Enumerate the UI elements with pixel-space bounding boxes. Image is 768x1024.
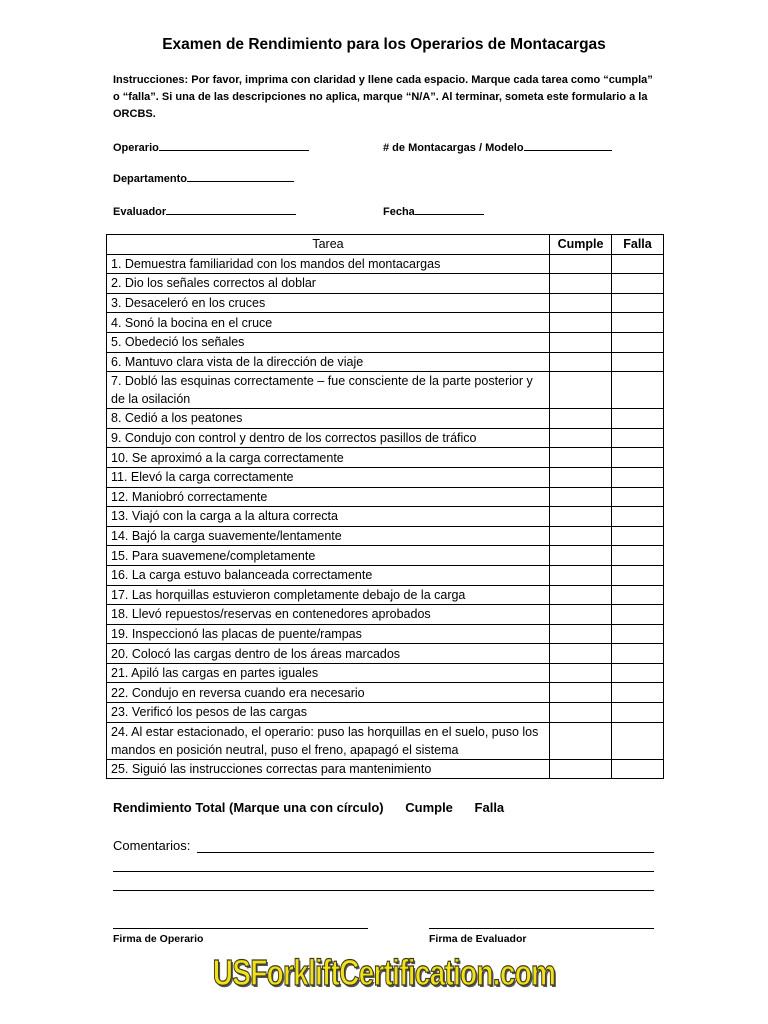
comments-line-2[interactable] [113,871,654,872]
falla-cell[interactable] [612,409,664,429]
table-row [107,274,664,294]
task-description: 8. Cedió a los peatones [107,409,550,429]
cumple-cell[interactable] [550,759,612,779]
cumple-cell[interactable] [550,546,612,566]
tasks-table [106,234,664,779]
falla-cell[interactable] [612,624,664,644]
cumple-cell[interactable] [550,526,612,546]
cumple-cell[interactable] [550,313,612,333]
table-row [107,372,664,409]
task-description: 15. Para suavemene/completamente [107,546,550,566]
form-title: Examen de Rendimiento para los Operarios de Montacargas [162,36,606,53]
falla-cell[interactable] [612,526,664,546]
task-description: 19. Inspeccionó las placas de puente/rampas [107,624,550,644]
task-description: 6. Mantuvo clara vista de la dirección de viaje [107,352,550,372]
table-row [107,546,664,566]
cumple-cell[interactable] [550,703,612,723]
falla-cell[interactable] [612,254,664,274]
cumple-cell[interactable] [550,565,612,585]
evaluador-label: Evaluador [113,206,167,218]
cumple-cell[interactable] [550,332,612,352]
table-row [107,409,664,429]
table-row [107,683,664,703]
fecha-label: Fecha [383,206,415,218]
falla-cell[interactable] [612,507,664,527]
table-row [107,722,664,759]
task-description: 3. Desaceleró en los cruces [107,293,550,313]
falla-cell[interactable] [612,428,664,448]
task-description: 10. Se aproximó a la carga correctamente [107,448,550,468]
cumple-cell[interactable] [550,293,612,313]
falla-cell[interactable] [612,759,664,779]
task-description: 4. Sonó la bocina en el cruce [107,313,550,333]
task-description: 13. Viajó con la carga a la altura correcta [107,507,550,527]
cumple-cell[interactable] [550,663,612,683]
cumple-cell[interactable] [550,585,612,605]
falla-cell[interactable] [612,565,664,585]
cumple-cell[interactable] [550,644,612,664]
cumple-cell[interactable] [550,467,612,487]
task-description: 23. Verificó los pesos de las cargas [107,703,550,723]
falla-cell[interactable] [612,313,664,333]
task-description: 25. Siguió las instrucciones correctas para mantenimiento [107,759,550,779]
cumple-cell[interactable] [550,507,612,527]
task-description: 18. Llevó repuestos/reservas en contenedores aprobados [107,605,550,625]
table-header-row [107,235,664,255]
table-row [107,293,664,313]
table-row [107,428,664,448]
falla-cell[interactable] [612,605,664,625]
table-row [107,644,664,664]
operario-signature-label: Firma de Operario [113,933,204,945]
task-description: 20. Colocó las cargas dentro de los áreas marcados [107,644,550,664]
table-row [107,313,664,333]
falla-cell[interactable] [612,467,664,487]
falla-cell[interactable] [612,352,664,372]
falla-cell[interactable] [612,448,664,468]
task-description: 2. Dio los señales correctos al doblar [107,274,550,294]
evaluador-signature-label: Firma de Evaluador [429,933,527,945]
falla-cell[interactable] [612,546,664,566]
cumple-cell[interactable] [550,487,612,507]
cumple-cell[interactable] [550,372,612,409]
task-description: 17. Las horquillas estuvieron completamente debajo de la carga [107,585,550,605]
table-row [107,467,664,487]
montacargas-field[interactable] [383,139,612,154]
task-description: 12. Maniobró correctamente [107,487,550,507]
total-cumple-option[interactable]: Cumple [405,800,453,815]
fecha-field[interactable] [383,203,484,218]
falla-cell[interactable] [612,585,664,605]
table-row [107,487,664,507]
table-row [107,605,664,625]
site-logo: USForkliftCertification.com [212,952,556,993]
operario-signature-line[interactable] [113,928,368,929]
cumple-cell[interactable] [550,722,612,759]
montacargas-label: # de Montacargas / Modelo [383,142,524,154]
header-falla: Falla [612,235,664,255]
falla-cell[interactable] [612,644,664,664]
table-row [107,507,664,527]
departamento-label: Departamento [113,173,187,185]
task-description: 22. Condujo en reversa cuando era necesario [107,683,550,703]
evaluador-signature-line[interactable] [429,928,654,929]
falla-cell[interactable] [612,372,664,409]
cumple-cell[interactable] [550,274,612,294]
falla-cell[interactable] [612,274,664,294]
cumple-cell[interactable] [550,683,612,703]
cumple-cell[interactable] [550,352,612,372]
task-description: 9. Condujo con control y dentro de los correctos pasillos de tráfico [107,428,550,448]
falla-cell[interactable] [612,722,664,759]
task-description: 5. Obedeció los señales [107,332,550,352]
cumple-cell[interactable] [550,448,612,468]
cumple-cell[interactable] [550,409,612,429]
comments-line-3[interactable] [113,890,654,891]
table-row [107,448,664,468]
table-row [107,663,664,683]
header-tarea: Tarea [107,235,550,255]
montacargas-line[interactable] [524,139,612,151]
task-description: 1. Demuestra familiaridad con los mandos del montacargas [107,254,550,274]
table-row [107,703,664,723]
comments-section [113,838,654,853]
total-label: Rendimiento Total (Marque una con círculo) [113,800,384,815]
departamento-field[interactable] [113,170,294,185]
cumple-cell[interactable] [550,428,612,448]
cumple-cell[interactable] [550,624,612,644]
falla-cell[interactable] [612,663,664,683]
total-performance [113,800,522,815]
table-row [107,585,664,605]
falla-cell[interactable] [612,703,664,723]
task-description: 16. La carga estuvo balanceada correctamente [107,565,550,585]
instructions-text: Instrucciones: Por favor, imprima con claridad y llene cada espacio. Marque cada tarea como “cumpla” o “falla”. Si una de las descripciones no aplica, marque “N/A”. Al terminar, someta este formulario a la ORCBS. [113,74,653,120]
table-row [107,565,664,585]
table-row [107,759,664,779]
comments-line-1[interactable] [197,852,654,853]
table-row [107,332,664,352]
departamento-line[interactable] [187,170,294,182]
table-row [107,526,664,546]
evaluador-line[interactable] [166,203,296,215]
table-row [107,254,664,274]
comments-label: Comentarios: [113,838,191,853]
task-description: 7. Dobló las esquinas correctamente – fue consciente de la parte posterior y de la osilación [107,372,550,409]
falla-cell[interactable] [612,487,664,507]
header-cumple: Cumple [550,235,612,255]
falla-cell[interactable] [612,332,664,352]
task-description: 24. Al estar estacionado, el operario: puso las horquillas en el suelo, puso los mandos en posición neutral, puso el freno, apapagó el sistema [107,722,550,759]
falla-cell[interactable] [612,683,664,703]
fecha-line[interactable] [415,203,484,215]
cumple-cell[interactable] [550,254,612,274]
task-description: 11. Elevó la carga correctamente [107,467,550,487]
operario-field[interactable] [113,139,309,154]
table-row [107,352,664,372]
operario-label: Operario [113,142,159,154]
falla-cell[interactable] [612,293,664,313]
task-description: 14. Bajó la carga suavemente/lentamente [107,526,550,546]
task-description: 21. Apiló las cargas en partes iguales [107,663,550,683]
cumple-cell[interactable] [550,605,612,625]
operario-line[interactable] [159,139,309,151]
table-row [107,624,664,644]
total-falla-option[interactable]: Falla [474,800,505,815]
evaluador-field[interactable] [113,203,296,218]
